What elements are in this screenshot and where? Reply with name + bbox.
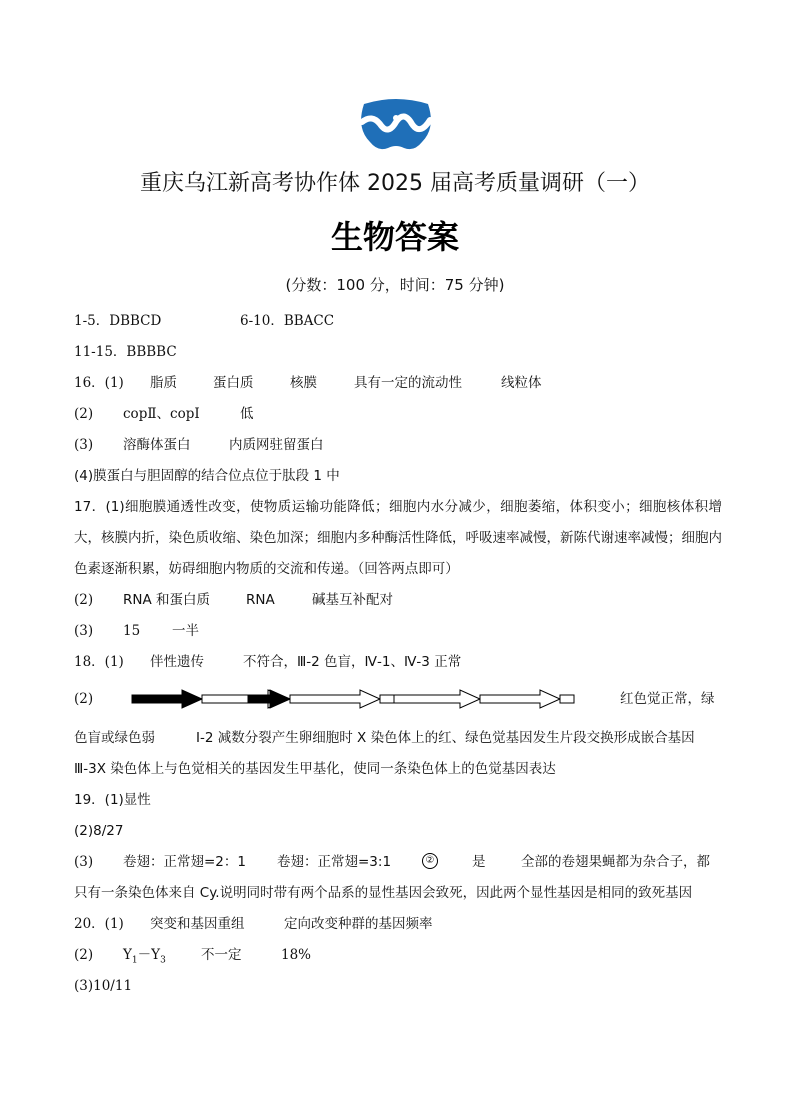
q16-answer-4: 具有一定的流动性 xyxy=(354,375,462,391)
q16-answer-5: 线粒体 xyxy=(501,375,542,391)
q16-answer-1: 脂质 xyxy=(150,375,177,391)
q18-part-2: (2) xyxy=(74,691,94,707)
q17-part-3-answer-1: 15 xyxy=(123,623,141,639)
q20-part-2: (2) xyxy=(74,947,94,963)
q19-part-1: 19．(1)显性 xyxy=(74,792,151,808)
exam-title: 重庆乌江新高考协作体 2025 届高考质量调研（一） xyxy=(140,171,650,196)
q17-part-2-answer-2: RNA xyxy=(246,592,275,608)
q17-part-2-answer-3: 碱基互补配对 xyxy=(312,592,393,608)
q16-part-4: (4)膜蛋白与胆固醇的结合位点位于肽段 1 中 xyxy=(74,468,340,484)
gene-spacer-1 xyxy=(380,695,394,703)
q19-part-3: (3) xyxy=(74,854,94,870)
q16-part-3-answer-2: 内质网驻留蛋白 xyxy=(229,437,324,453)
gene-arrow-white-4 xyxy=(480,690,560,708)
q16-part-3: (3) xyxy=(74,437,94,453)
q17-part-3-answer-2: 一半 xyxy=(172,623,199,639)
q19-part-3-answer-4: 是 xyxy=(472,854,486,870)
gene-arrow-white-3 xyxy=(394,690,480,708)
circled-number-2: ② xyxy=(422,853,438,869)
q19-part-3-line-2: 只有一条染色体来自 Cy.说明同时带有两个品系的显性基因会致死，因此两个显性基因是相同的致死基因 xyxy=(74,885,693,901)
q17-part-2: (2) xyxy=(74,592,94,608)
q18-number: 18．(1) xyxy=(74,654,124,670)
mc-answers-11-15: 11-15．BBBBC xyxy=(74,344,177,360)
q20-part-3: (3)10/11 xyxy=(74,978,133,994)
q17-part-2-answer-1: RNA 和蛋白质 xyxy=(123,592,211,608)
q17-part-3: (3) xyxy=(74,623,94,639)
q18-part-2-line-2b: Ⅰ-2 减数分裂产生卵细胞时 X 染色体上的红、绿色觉基因发生片段交换形成嵌合基因 xyxy=(196,730,695,746)
q18-answer-1: 伴性遗传 xyxy=(150,654,204,670)
q16-number: 16．(1) xyxy=(74,375,124,391)
mc-answers-6-10: 6-10．BBACC xyxy=(240,313,335,329)
q18-part-2-line-3: Ⅲ-3X 染色体上与色觉相关的基因发生甲基化，使同一条染色体上的色觉基因表达 xyxy=(74,761,556,777)
q18-answer-2: 不符合，Ⅲ-2 色盲，Ⅳ-1、Ⅳ-3 正常 xyxy=(243,654,462,670)
q16-part-2-answer-1: copⅡ、copⅠ xyxy=(123,406,200,422)
gene-spacer-2 xyxy=(560,695,574,703)
q20-part-2-answer-1: $Y_1-Y_3$ xyxy=(123,947,166,966)
subject-title: 生物答案 xyxy=(330,218,459,256)
q19-part-3-answer-5: 全部的卷翅果蝇都为杂合子，都 xyxy=(521,854,710,870)
q19-part-3-answer-2: 卷翅：正常翅=3:1 xyxy=(277,854,392,870)
q20-answer-1: 突变和基因重组 xyxy=(150,916,245,932)
q16-part-3-answer-1: 溶酶体蛋白 xyxy=(123,437,191,453)
q20-part-2-answer-3: 18% xyxy=(281,947,312,963)
q16-part-2: (2) xyxy=(74,406,94,422)
q19-part-2: (2)8/27 xyxy=(74,823,124,839)
exam-meta: (分数：100 分，时间：75 分钟) xyxy=(285,276,505,294)
q16-answer-3: 核膜 xyxy=(290,375,317,391)
q18-part-2-line-2a: 色盲或绿色弱 xyxy=(74,730,155,746)
gene-arrow-white-2 xyxy=(290,690,380,708)
q20-number: 20．(1) xyxy=(74,916,124,932)
q18-part-2-tail: 红色觉正常，绿 xyxy=(620,691,715,707)
q19-part-3-answer-1: 卷翅：正常翅=2：1 xyxy=(123,854,246,870)
q20-answer-2: 定向改变种群的基因频率 xyxy=(284,916,433,932)
mc-answers-1-5: 1-5．DBBCD xyxy=(74,313,162,329)
q20-part-2-answer-2: 不一定 xyxy=(201,947,242,963)
q16-part-2-answer-2: 低 xyxy=(240,406,254,422)
gene-arrow-black-1 xyxy=(132,690,202,708)
gene-arrows-diagram xyxy=(130,688,578,710)
q16-answer-2: 蛋白质 xyxy=(213,375,254,391)
wave-logo-icon xyxy=(356,98,436,156)
q17-part-1: 17．(1)细胞膜通透性改变，使物质运输功能降低；细胞内水分减少，细胞萎缩，体积变小；细胞核体积增大，核膜内折，染色质收缩、染色加深；细胞内多种酶活性降低，呼吸速率减慢，新陈代谢速率减慢；细胞内色素逐渐积累，妨碍细胞内物质的交流和传递。（回答两点即可） xyxy=(74,499,722,577)
